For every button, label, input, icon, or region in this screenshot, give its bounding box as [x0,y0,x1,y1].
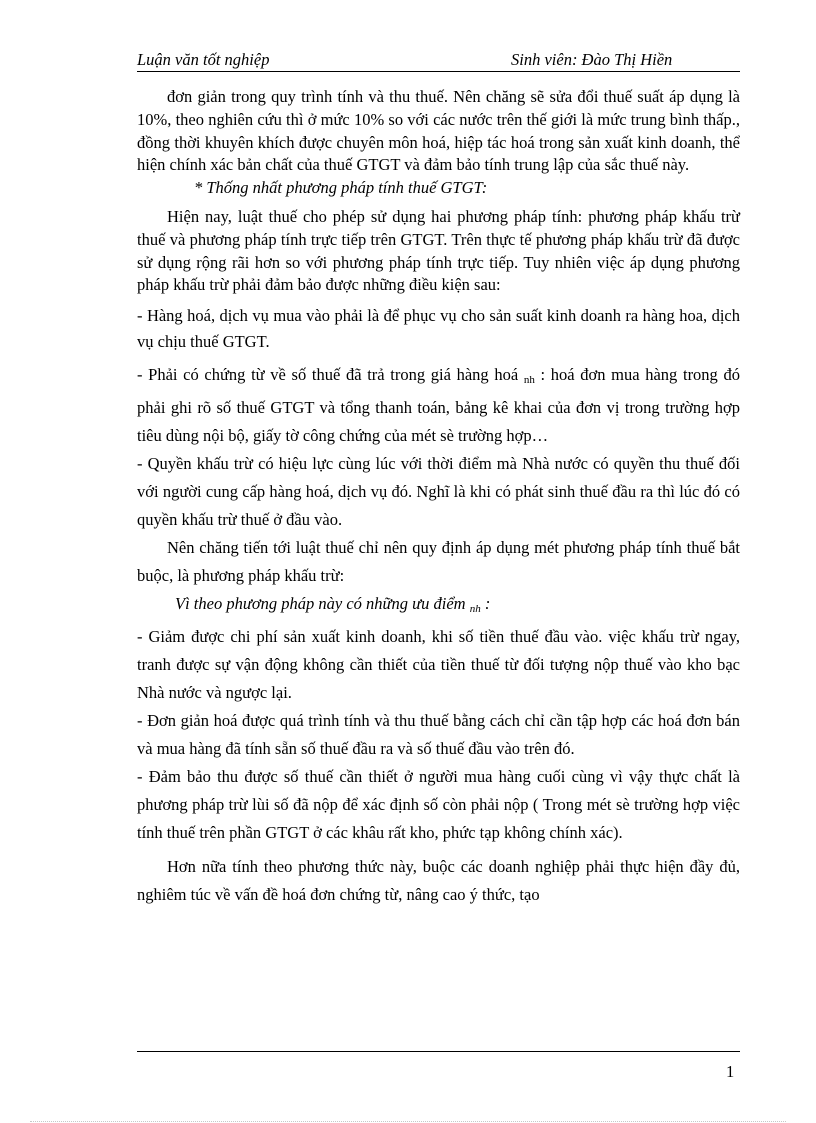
bullet-invoice-documents [137,361,740,450]
bullet-invoice-text-b: : hoá đơn mua hàng trong đó phải ghi rõ số thuế GTGT và tổng thanh toán, bảng kê khai của đơn vị trong trường hợp tiêu dùng nội bộ, giấy tờ công chứng của mét sè trường hợp… [137,365,740,446]
section-heading-vat-method: * Thống nhất phương pháp tính thuế GTGT: [194,178,488,198]
page-bottom-dotted-edge [30,1121,786,1122]
footer-divider [137,1051,740,1052]
bullet-goods-services: - Hàng hoá, dịch vụ mua vào phải là để phục vụ cho sản suất kinh doanh ra hàng hoa, dịch vụ chịu thuế GTGT. [137,306,740,352]
document-body [137,86,740,909]
bullet-deduction-right: - Quyền khấu trừ có hiệu lực cùng lúc với thời điểm mà Nhà nước có quyền thu thuế đối với người cung cấp hàng hoá, dịch vụ đó. Nghĩ là khi có phát sinh thuế đầu ra thì lúc đó có quyền khấu trừ thuế ở đầu vào. [137,454,740,530]
paragraph-tax-rate: đơn giản trong quy trình tính và thu thuế. Nên chăng sẽ sửa đổi thuế suất áp dụng là 10%, theo nghiên cứu thì ở mức 10% so với các nước trên thế giới là mức trung bình thấp., đồng thời khuyên khích được chuyên môn hoá, hiệp tác hoá trong sản xuất kinh doanh, thể hiện chính xác bản chất của thuế GTGT và đảm bảo tính trung lập của sắc thuế này. [137,87,740,175]
advantage-simplify: - Đơn giản hoá được quá trình tính và thu thuế bằng cách chỉ cần tập hợp các hoá đơn bán và mua hàng đã tính sẵn số thuế đầu ra và số thuế đầu vào trên đó. [137,711,740,759]
paragraph-current-methods: Hiện nay, luật thuế cho phép sử dụng hai phương pháp tính: phương pháp khấu trừ thuế và phương pháp tính trực tiếp trên GTGT. Trên thực tế phương pháp khấu trừ đã được sử dụng rộng rãi hơn so với phương pháp tính trực tiếp. Tuy nhiên việc áp dụng phương pháp khấu trừ phải đảm bảo được những điều kiện sau: [137,206,740,295]
advantage-collect-tax: - Đảm bảo thu được số thuế cần thiết ở người mua hàng cuối cùng vì vậy thực chất là phương pháp trừ lùi số đã nộp để xác định số còn phải nộp ( Trong mét sè trường hợp việc tính thuế trên phần GTGT ở các khâu rất kho, phức tạp không chính xác). [137,767,740,843]
paragraph-single-method: Nên chăng tiến tới luật thuế chỉ nên quy định áp dụng mét phương pháp tính thuế bắt buộc, là phương pháp khấu trừ: [137,538,740,586]
bullet-invoice-text-a: - Phải có chứng từ về số thuế đã trả trong giá hàng hoá [137,365,524,385]
header-student-name: Sinh viên: Đào Thị Hiền [511,50,673,69]
paragraph-invoice-discipline: Hơn nữa tính theo phương thức này, buộc các doanh nghiệp phải thực hiện đầy đủ, nghiêm túc về vấn đề hoá đơn chứng từ, nâng cao ý thức, tạo [137,857,740,905]
advantages-intro-subscript: nh [469,603,481,616]
header-thesis-label: Luận văn tốt nghiệp [137,50,270,69]
advantages-intro [137,590,740,623]
advantages-intro-text-a: Vì theo phương pháp này có những ưu điểm [175,594,470,614]
page-header [137,50,740,72]
advantages-intro-text-b: : [480,594,491,614]
page-number: 1 [726,1062,735,1081]
advantage-reduce-cost: - Giảm được chi phí sản xuất kinh doanh, khi số tiền thuế đầu vào. việc khấu trừ ngay, tranh được sự vận động không cần thiết của tiền thuế từ đối tượng nộp thuế vào kho bạc Nhà nước và ngược lại. [137,627,740,703]
bullet-invoice-subscript: nh [523,374,535,387]
